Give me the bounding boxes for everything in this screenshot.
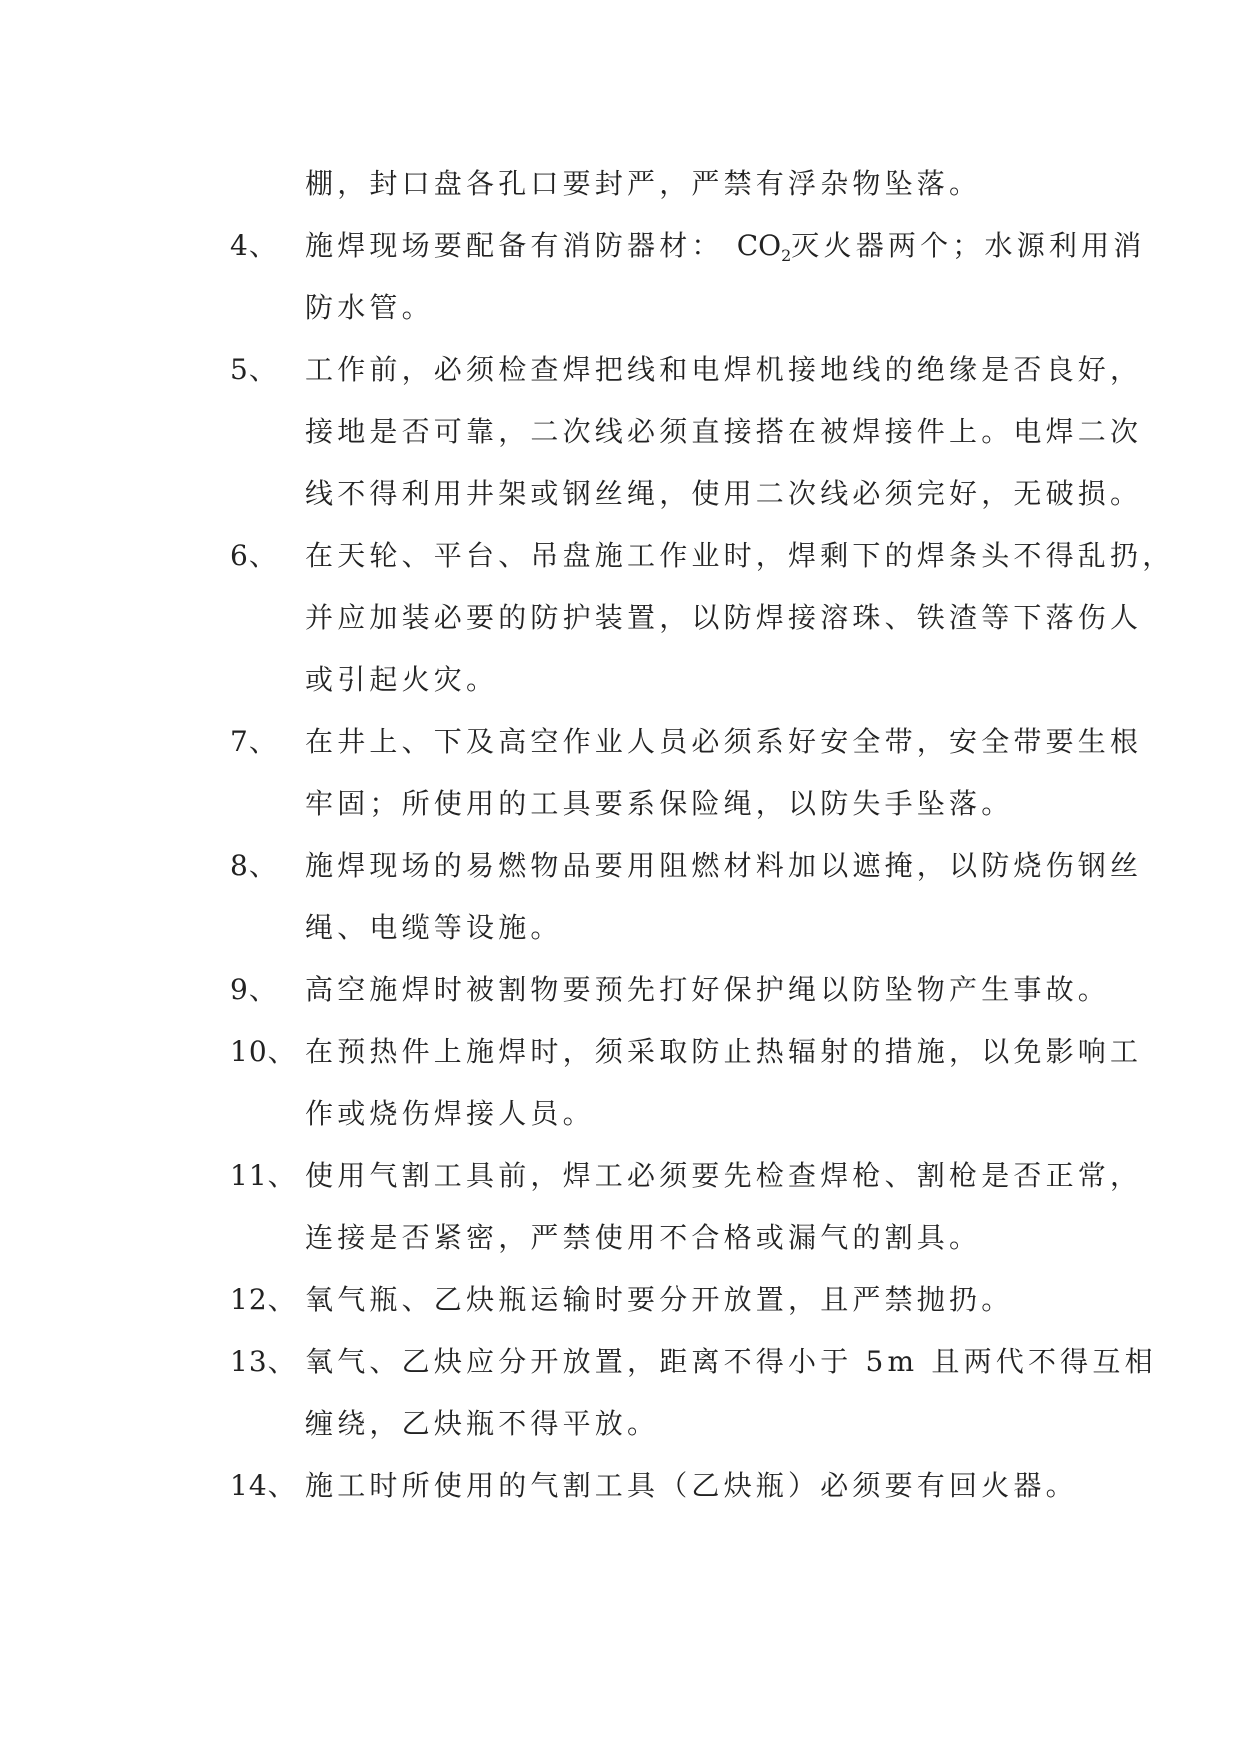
item-text: 使用气割工具前，焊工必须要先检查焊枪、割枪是否正常， [305, 1159, 1143, 1192]
item-text: 在井上、下及高空作业人员必须系好安全带，安全带要生根 [305, 725, 1143, 758]
item-text: 氧气瓶、乙炔瓶运输时要分开放置，且严禁抛扔。 [305, 1283, 1014, 1316]
item-number: 6、 [230, 539, 278, 572]
item-number: 7、 [230, 725, 278, 758]
item-number: 11、 [230, 1159, 297, 1192]
item-text: 在天轮、平台、吊盘施工作业时，焊剩下的焊条头不得乱扔， [305, 539, 1175, 572]
item-number: 10、 [230, 1035, 297, 1068]
item-text: 灭火器两个；水源利用消 [791, 229, 1146, 262]
item-number: 4、 [230, 229, 278, 262]
item-text: 高空施焊时被割物要预先打好保护绳以防坠物产生事故。 [305, 973, 1111, 1006]
item-text: 氧气、乙炔应分开放置，距离不得小于 5m 且两代不得互相 [305, 1345, 1157, 1378]
item-number: 5、 [230, 353, 278, 386]
co2-text: $CO_2$ [736, 229, 792, 265]
item-number: 14、 [230, 1469, 297, 1502]
item-text: 施焊现场要配备有消防器材： [305, 229, 724, 262]
item-text: 施焊现场的易燃物品要用阻燃材料加以遮掩，以防烧伤钢丝 [305, 849, 1143, 882]
item-text: 在预热件上施焊时，须采取防止热辐射的措施，以免影响工 [305, 1035, 1143, 1068]
item-number: 13、 [230, 1345, 297, 1378]
item-text: 工作前，必须检查焊把线和电焊机接地线的绝缘是否良好， [305, 353, 1143, 386]
item-number: 12、 [230, 1283, 297, 1316]
item-text: 施工时所使用的气割工具（乙炔瓶）必须要有回火器。 [305, 1469, 1078, 1502]
item-number: 9、 [230, 973, 278, 1006]
document-page: 棚，封口盘各孔口要封严，严禁有浮杂物坠落。 4、 施焊现场要配备有消防器材： $CO_2$灭火器两个；水源利用消 防水管。 5、 工作前，必须检查焊把线和电焊机接地线的绝缘是否良好， 接地是否可靠，二次线必须直接搭在被焊接件上。电焊二次 线不得利用井架或钢丝绳，使用二次线必须完好，无破损。 6、 在天轮、平台、吊盘施工作业时，焊剩下的焊条头不得乱扔， 并应加装必要的防护装置，以防焊接溶珠、铁渣等下落伤人 或引起火灾。 7、 在井上、下及高空作业人员必须系好安全带，安全带要生根 牢固；所使用的工具要系保险绳，以防失手坠落。 8、 施焊现场的易燃物品要用阻燃材料加以遮掩，以防烧伤钢丝 绳、电缆等设施。 9、 高空施焊时被割物要预先打好保护绳以防坠物产生事故。 10、 在预热件上施焊时，须采取防止热辐射的措施，以免影响工 作或烧伤焊接人员。 11、 使用气割工具前，焊工必须要先检查焊枪、割枪是否正常， 连接是否紧密，严禁使用不合格或漏气的割具。 12、 氧气瓶、乙炔瓶运输时要分开放置，且严禁抛扔。 13、 氧气、乙炔应分开放置，距离不得小于 5m 且两代不得互相 缠绕，乙炔瓶不得平放。 14、 施工时所使用的气割工具（乙炔瓶）必须要有回火器。 [0, 0, 1241, 1754]
item-number: 8、 [230, 849, 278, 882]
